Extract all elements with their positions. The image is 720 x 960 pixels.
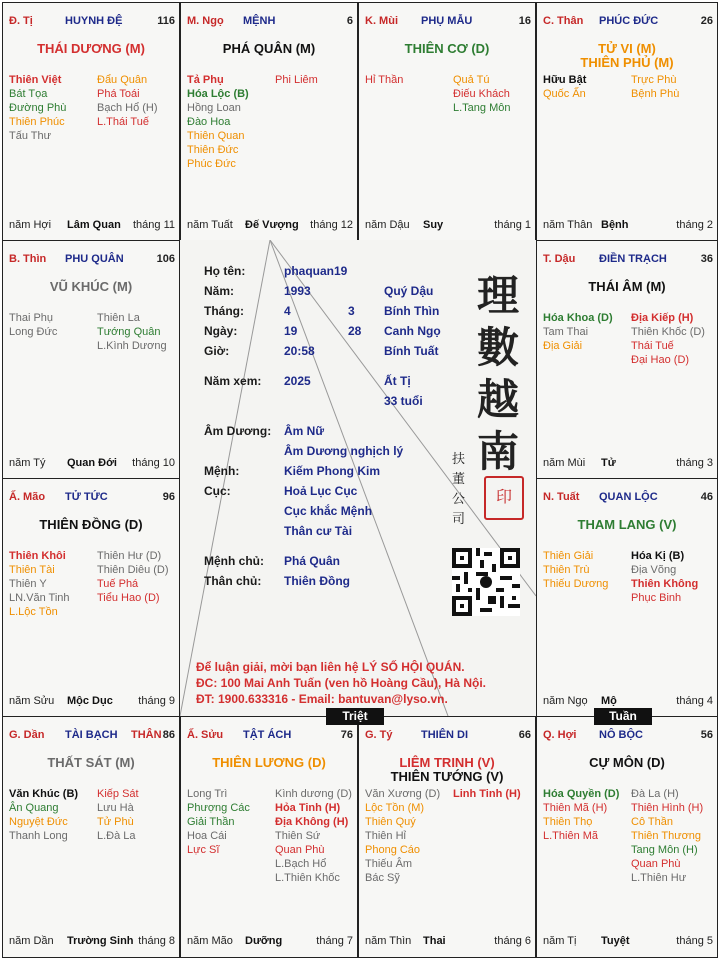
star-item: Quả Tú [453,74,490,86]
branch-label: Ấ. Sửu [187,729,224,741]
age-value: 96 [162,491,175,503]
cell-header [9,15,175,31]
cell-ti [2,2,180,242]
truong-sinh-stage: Quan Đới [67,457,117,469]
cuc-note: Cục khắc Mệnh [284,504,373,518]
star-item: L.Thái Tuế [97,116,149,128]
branch-label: G. Dần [9,729,45,741]
month-label: tháng 3 [676,457,713,469]
year-label: năm Dần [9,935,54,947]
star-item: Thiên Phúc [9,116,65,128]
star-item: Thiên Quan [187,130,245,142]
age-value: 116 [157,15,175,27]
cell-suu [180,716,358,958]
view-year-value: 2025 [284,374,311,388]
star-column-left [9,311,57,339]
cell-header [543,253,713,269]
month-label: tháng 8 [138,935,175,947]
star-item: Thiên Thương [631,830,702,842]
star-item: Lực Sĩ [187,844,220,856]
day-label: Ngày: [204,324,238,338]
year-label: năm Sửu [9,695,55,707]
star-item: Long Đức [9,326,58,338]
star-item: Thiên Tài [9,564,55,576]
year-label: năm Dậu [365,219,410,231]
palace-name: PHỤ MẪU [421,15,473,27]
truong-sinh-stage: Suy [423,219,444,231]
palace-name: TỬ TỨC [65,491,108,503]
truong-sinh-stage: Bệnh [601,219,629,231]
star-item: Địa Không (H) [275,816,349,828]
main-star: THIÊN PHỦ (M) [580,55,674,70]
cell-footer [543,457,713,471]
palace-name: HUYNH ĐỆ [65,15,123,27]
branch-label: K. Mùi [365,15,398,27]
tuan-tag: Tuần [594,708,652,725]
menh-value: Kiếm Phong Kim [284,464,381,478]
cell-tuat [536,478,718,718]
year-label: năm Thân [543,219,593,231]
month-label: tháng 10 [132,457,175,469]
star-item: Tử Phù [97,816,134,828]
star-column-right [97,549,169,605]
star-item: Thiếu Âm [365,858,413,870]
age-value: 26 [700,15,713,27]
cell-footer [365,219,531,233]
palace-name: ĐIỀN TRẠCH [599,253,667,265]
star-column-right [631,73,679,101]
star-item: Lộc Tồn (M) [365,802,425,814]
star-item: Thiên Quý [365,816,416,828]
star-item: L.Tang Môn [453,102,511,114]
star-item: Linh Tinh (H) [453,788,521,800]
star-item: Thiên Mã (H) [543,802,608,814]
cell-mui [358,2,536,242]
branch-label: Đ. Tị [9,15,33,27]
calligraphy: 理數越南 [476,271,519,476]
month-label: tháng 7 [316,935,353,947]
star-column-left [9,787,78,843]
cell-ngo [180,2,358,242]
star-item: Thiên Hư (D) [97,550,162,562]
day-value: 19 [284,324,298,338]
star-column-left [365,787,440,885]
star-item: Thiếu Dương [543,578,609,590]
branch-label: B. Thìn [9,253,47,265]
star-item: Thiên Đức [187,144,239,156]
star-item: L.Thiên Khốc [275,872,340,884]
than-cu: Thân cư Tài [284,524,353,538]
star-item: Thiên Không [631,578,699,590]
year-label: Năm: [204,284,235,298]
year-label: năm Ngọ [543,695,588,707]
star-item: Lưu Hà [97,802,134,814]
star-item: Bát Tọa [9,88,48,100]
truong-sinh-stage: Tuyệt [601,935,630,947]
star-column-right [97,787,139,843]
star-item: Văn Khúc (B) [9,788,79,800]
than-marker: THÂN [131,729,162,741]
star-item: L.Thiên Mã [543,830,599,842]
main-star: THIÊN LƯƠNG (D) [212,755,326,770]
star-item: Quốc Ấn [543,88,586,100]
year-label: năm Hợi [9,219,52,231]
month-label: tháng 9 [138,695,175,707]
star-column-left [543,549,608,591]
view-age: 33 tuổi [384,394,423,408]
star-item: Tam Thai [543,326,589,338]
star-item: Cô Thần [631,816,673,828]
main-star: THÁI DƯƠNG (M) [37,41,145,56]
hour-label: Giờ: [204,344,230,358]
truong-sinh-stage: Lâm Quan [67,219,121,231]
star-item: Hóa Kị (B) [631,550,685,562]
age-value: 36 [700,253,713,265]
star-column-right [631,311,705,367]
truong-sinh-stage: Tử [601,457,616,469]
star-column-left [543,73,586,101]
star-item: Thiên Thọ [543,816,593,828]
star-item: Phá Toái [97,88,140,100]
triet-tag: Triệt [326,708,384,725]
cell-footer [9,935,175,949]
star-item: L.Bạch Hổ [275,858,327,870]
cell-header [9,253,175,269]
month-lunar: 3 [348,304,355,318]
star-column-left [365,73,403,87]
star-item: Phong Cáo [365,844,421,856]
star-item: Thái Tuế [631,340,674,352]
cell-mao [2,478,180,718]
truong-sinh-stage: Đế Vượng [245,219,299,231]
palace-name: TẬT ÁCH [243,729,292,741]
palace-name: MỆNH [243,15,276,27]
branch-label: T. Dậu [543,253,576,265]
cell-header [187,15,353,31]
star-item: Địa Kiếp (H) [631,312,694,324]
star-item: Hóa Lộc (B) [187,88,249,100]
contact-phone-email: ĐT: 1900.633316 - Email: bantuvan@lyso.vn. [196,692,448,706]
star-item: Phượng Các [187,802,250,814]
year-label: năm Tị [543,935,577,947]
age-value: 46 [700,491,713,503]
star-item: Tướng Quân [97,326,161,338]
star-item: LN.Văn Tinh [9,592,70,604]
truong-sinh-stage: Trường Sinh [67,935,134,947]
star-item: Đường Phù [9,102,67,114]
main-star: THIÊN CƠ (D) [404,41,490,56]
star-item: Thiên Sứ [275,830,321,842]
main-star: THIÊN ĐỒNG (D) [39,517,143,532]
month-label: Tháng: [204,304,244,318]
palace-name: NÔ BỘC [599,729,643,741]
menh-label: Mệnh: [204,464,240,478]
star-item: Trực Phù [631,74,677,86]
age-value: 66 [518,729,531,741]
menh-chu-value: Phá Quân [284,554,341,568]
name-value: phaquan19 [284,264,348,278]
star-item: Thanh Long [9,830,68,842]
age-value: 16 [518,15,531,27]
star-item: Thiên Khốc (D) [631,326,705,338]
palace-name: PHÚC ĐỨC [599,15,659,27]
star-item: Hóa Khoa (D) [543,312,613,324]
cell-footer [9,219,175,233]
hour-can: Bính Tuất [384,344,439,358]
age-value: 106 [156,253,175,265]
year-value: 1993 [284,284,311,298]
hour-value: 20:58 [284,344,315,358]
star-item: Thiên Giải [543,550,594,562]
star-item: Nguyệt Đức [9,816,68,828]
vertical-text: 扶董公司 [452,452,466,527]
contact-line-1: Để luận giải, mời bạn liên hệ LÝ SỐ HỘI QUÁN. [196,660,465,674]
cell-footer [543,935,713,949]
star-item: Đà La (H) [631,788,679,800]
star-column-left [9,549,70,619]
star-column-right [631,787,703,885]
cell-header [365,15,531,31]
cell-header [543,15,713,31]
star-column-right [631,549,698,605]
cell-header [9,729,175,745]
cell-ty [358,716,536,958]
star-item: Bệnh Phù [631,88,680,100]
star-item: Đào Hoa [187,116,231,128]
month-label: tháng 12 [310,219,353,231]
star-column-right [275,73,318,87]
amduong-value: Âm Nữ [284,424,325,438]
star-column-right [275,787,352,885]
star-column-left [543,787,619,843]
view-year-label: Năm xem: [204,374,262,388]
cell-header [9,491,175,507]
star-item: Hóa Quyền (D) [543,788,620,800]
cell-thin [2,240,180,480]
star-item: Địa Võng [631,564,677,576]
cell-header [543,729,713,745]
view-year-can: Ất Tị [384,374,411,388]
month-label: tháng 11 [132,219,175,231]
star-item: Thiên La [97,312,140,324]
menh-chu-label: Mệnh chủ: [204,554,264,568]
main-star: THAM LANG (V) [577,517,677,532]
branch-label: Ấ. Mão [9,491,46,503]
age-value: 6 [346,15,353,27]
star-item: Hữu Bật [543,74,587,86]
than-chu-value: Thiên Đồng [284,574,350,588]
cell-footer [187,935,353,949]
cell-dau [536,240,718,480]
star-item: Thai Phụ [9,312,54,324]
star-item: Đại Hao (D) [631,354,690,366]
star-column-right [97,73,158,129]
star-item: Tiểu Hao (D) [97,592,160,604]
star-item: Thiên Việt [9,74,62,86]
star-item: Tấu Thư [9,130,52,142]
year-label: năm Mùi [543,457,586,469]
name-label: Họ tên: [204,264,246,278]
month-label: tháng 4 [676,695,713,707]
star-item: Thiên Trù [543,564,590,576]
cell-footer [9,457,175,471]
cell-footer [187,219,353,233]
star-item: Thiên Hỉ [365,830,406,842]
star-column-left [543,311,613,353]
branch-label: Q. Hợi [543,729,577,741]
cell-footer [9,695,175,709]
year-can: Quý Dậu [384,284,434,298]
main-star: THẤT SÁT (M) [47,755,135,770]
palace-name: TÀI BẠCH [65,729,118,741]
star-column-left [9,73,66,143]
star-item: Phục Binh [631,592,682,604]
star-item: Tả Phụ [187,74,224,86]
cell-hoi [536,716,718,958]
star-item: Hoa Cái [187,830,227,842]
cell-footer [543,219,713,233]
than-chu-label: Thân chủ: [204,574,262,588]
star-item: Thiên Diêu (D) [97,564,169,576]
star-item: Quan Phù [275,844,325,856]
star-item: Địa Giải [543,340,583,352]
star-item: Hỉ Thần [365,74,404,86]
star-item: Điếu Khách [453,88,510,100]
cell-than [536,2,718,242]
star-item: Bạch Hổ (H) [97,102,158,114]
branch-label: G. Tý [365,729,393,741]
age-value: 76 [340,729,353,741]
main-star: CỰ MÔN (D) [589,755,665,770]
star-item: Giải Thần [187,816,235,828]
star-item: Thiên Y [9,578,47,590]
main-star: TỬ VI (M) [598,41,656,56]
palace-name: PHU QUÂN [65,253,124,265]
star-item: Đẩu Quân [97,74,148,86]
age-value: 86 [162,729,175,741]
truong-sinh-stage: Dưỡng [245,935,283,947]
qr-code [452,548,520,616]
truong-sinh-stage: Mộ [601,695,617,707]
day-can: Canh Ngọ [384,324,441,338]
cell-header [365,729,531,745]
branch-label: C. Thân [543,15,584,27]
month-label: tháng 6 [494,935,531,947]
truong-sinh-stage: Thai [423,935,446,947]
star-item: Tang Môn (H) [631,844,698,856]
star-item: L.Thiên Hư [631,872,687,884]
cell-footer [365,935,531,949]
star-item: L.Đà La [97,830,136,842]
star-item: Kiếp Sát [97,788,139,800]
year-label: năm Tý [9,457,46,469]
month-label: tháng 1 [494,219,531,231]
year-label: năm Tuất [187,219,233,231]
truong-sinh-stage: Mộc Dục [67,695,113,707]
main-star: THÁI ÂM (M) [588,279,666,294]
month-label: tháng 5 [676,935,713,947]
cell-dan [2,716,180,958]
main-star: THIÊN TƯỚNG (V) [390,769,504,784]
star-item: Kình dương (D) [275,788,352,800]
cell-header [543,491,713,507]
star-item: Bác Sỹ [365,872,400,884]
contact-address: ĐC: 100 Mai Anh Tuấn (ven hồ Hoàng Cầu), Hà Nội. [196,676,487,690]
star-item: Long Trì [187,788,228,800]
year-label: năm Mão [187,935,233,947]
star-column-right [453,787,521,801]
star-column-left [187,787,250,857]
cell-header [187,729,353,745]
star-item: L.Kình Dương [97,340,167,352]
month-value: 4 [284,304,291,318]
star-item: Tuế Phá [97,578,139,590]
cuc-value: Hoả Lục Cục [284,484,358,498]
star-item: Hồng Loan [187,102,241,114]
day-lunar: 28 [348,324,362,338]
star-column-left [187,73,249,171]
star-item: Ân Quang [9,802,59,814]
cuc-label: Cục: [204,484,231,498]
palace-name: QUAN LỘC [599,491,658,503]
star-item: Quan Phù [631,858,681,870]
star-item: Văn Xương (D) [365,788,441,800]
star-item: Hỏa Tinh (H) [275,802,341,814]
red-seal: 印 [484,476,524,520]
amduong-label: Âm Dương: [204,424,272,438]
main-star: VŨ KHÚC (M) [49,279,133,294]
branch-label: N. Tuất [543,491,580,503]
palace-name: THIÊN DI [421,729,469,741]
cell-footer [543,695,713,709]
star-column-right [97,311,167,353]
branch-label: M. Ngọ [187,15,224,27]
star-item: Thiên Khôi [9,550,66,562]
month-can: Bính Thìn [384,304,440,318]
year-label: năm Thìn [365,935,412,947]
age-value: 56 [700,729,713,741]
month-label: tháng 2 [676,219,713,231]
star-item: Phi Liêm [275,74,318,86]
amduong-note: Âm Dương nghịch lý [284,444,404,458]
star-column-right [453,73,510,115]
main-star: LIÊM TRINH (V) [399,755,495,770]
main-star: PHÁ QUÂN (M) [222,41,316,56]
star-item: Phúc Đức [187,158,236,170]
star-item: Thiên Hình (H) [631,802,704,814]
star-item: L.Lộc Tồn [9,606,58,618]
